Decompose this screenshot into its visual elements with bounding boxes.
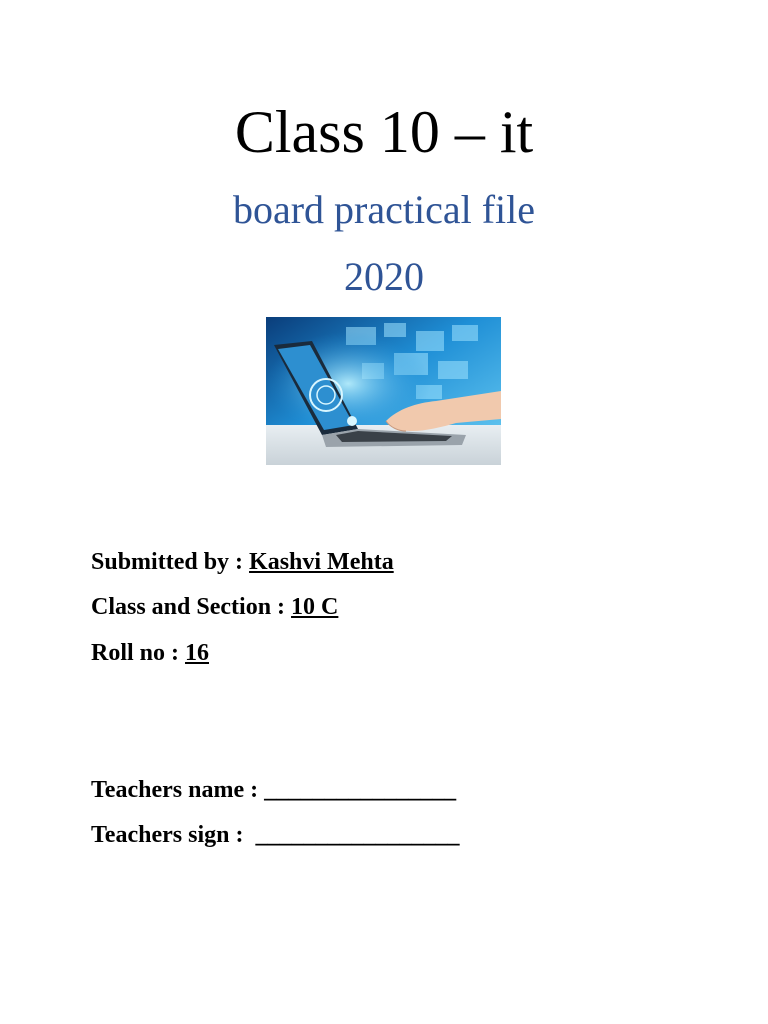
teacher-sign-blank: _________________ — [255, 822, 460, 848]
document-title: Class 10 – it — [234, 99, 534, 165]
document-subtitle: board practical file — [232, 187, 536, 232]
roll-no-value: 16 — [185, 640, 210, 666]
teacher-sign-label: Teachers sign : — [91, 822, 256, 848]
teacher-name-blank: ________________ — [264, 777, 457, 803]
roll-no-label: Roll no : — [91, 640, 186, 666]
class-section-value: 10 C — [291, 594, 339, 620]
class-section-label: Class and Section : — [91, 594, 292, 620]
teacher-name-row — [91, 775, 456, 805]
submitted-by-label: Submitted by : — [91, 549, 250, 575]
class-section-row — [91, 592, 338, 622]
roll-no-row — [91, 638, 209, 668]
document-year: 2020 — [344, 254, 424, 299]
submitted-by-row — [91, 547, 394, 577]
teacher-name-label: Teachers name : — [91, 777, 265, 803]
laptop-image — [266, 317, 501, 465]
submitted-by-value: Kashvi Mehta — [249, 549, 394, 575]
laptop-icon — [266, 317, 501, 465]
teacher-sign-row — [91, 820, 459, 850]
